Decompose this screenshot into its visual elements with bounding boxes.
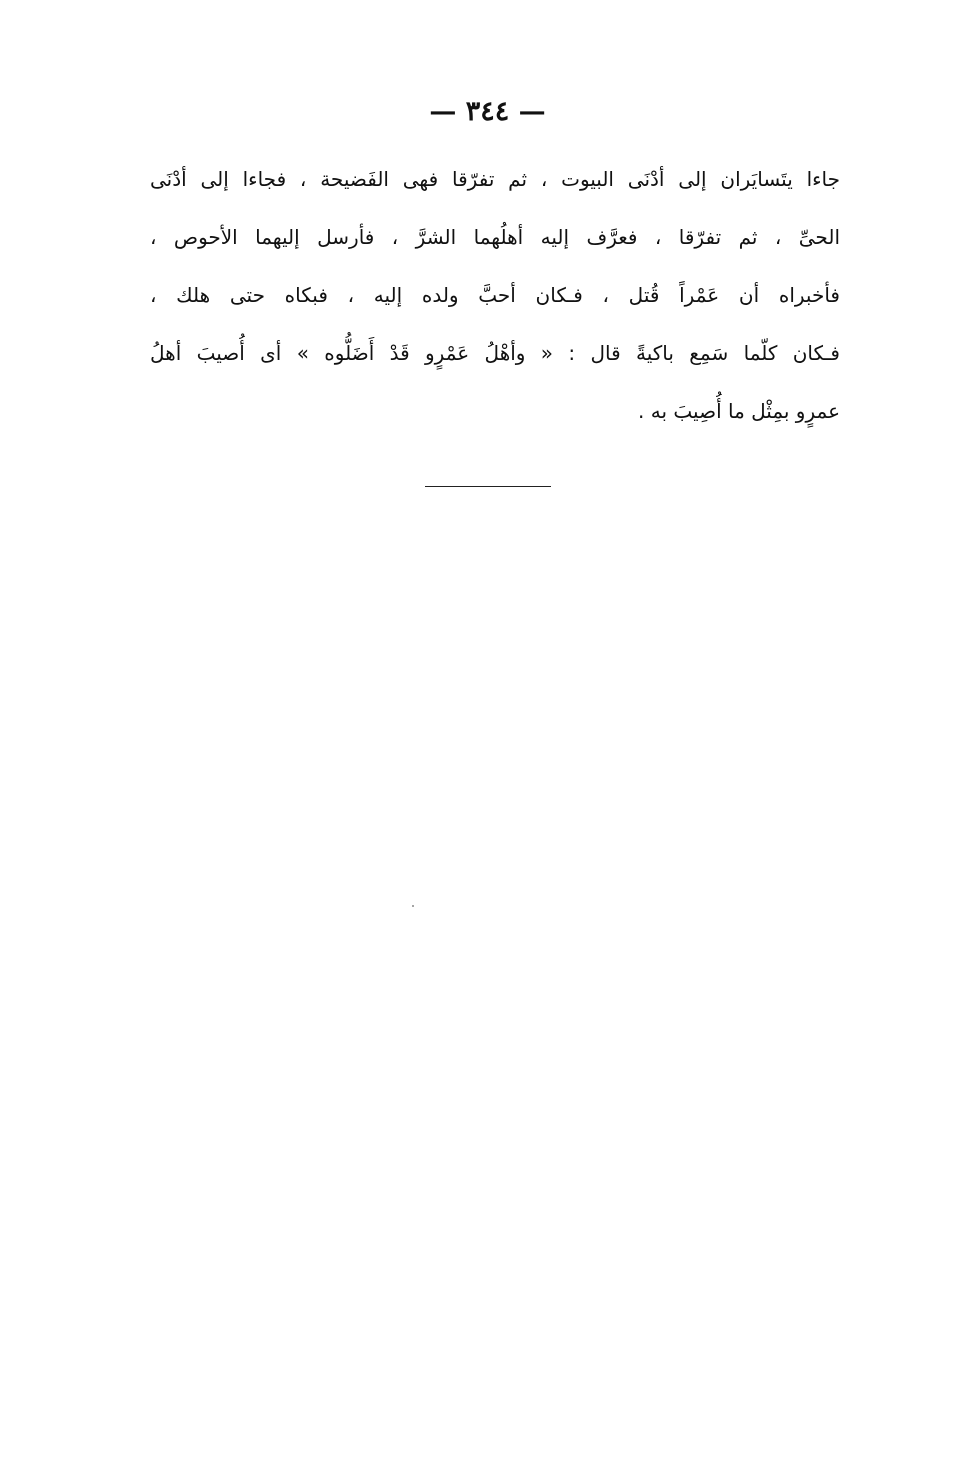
scan-speck	[412, 905, 414, 907]
body-paragraph	[150, 150, 840, 440]
text-line-1: جاءا يتَسايَران إلى أدْنَى البيوت ، ثم تفرّقا فهى الفَضيحة ، فجاءا إلى أدْنَى	[150, 167, 840, 191]
page-number: — ٣٤٤ —	[429, 96, 546, 127]
text-line-3: فأخبراه أن عَمْراً قُتل ، فـكان أحبَّ ولده إليه ، فبكاه حتى هلك ،	[150, 283, 840, 307]
section-end-rule	[425, 486, 551, 487]
text-line-5: عمرٍو بمِثْل ما أُصِيبَ به .	[638, 399, 840, 423]
text-line-4: فـكان كلّما سَمِع باكيةً قال : « وأهْلُ عَمْرٍو قَدْ أَضَلُّوه » أى أُصيبَ أهلُ	[150, 341, 840, 365]
text-line-2: الحىِّ ، ثم تفرّقا ، فعرَّف إليه أهلُهما الشرَّ ، فأرسل إليهما الأحوص ،	[150, 225, 840, 249]
